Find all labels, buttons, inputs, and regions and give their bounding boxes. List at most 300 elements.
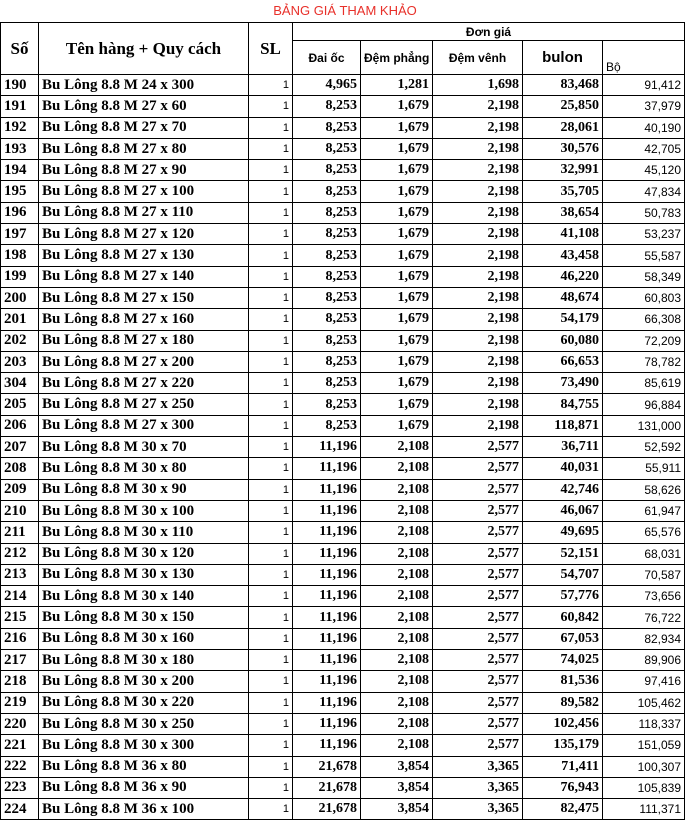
price-bulon: 57,776 (523, 586, 603, 607)
price-bulon: 82,475 (523, 799, 603, 820)
price-bulon: 48,674 (523, 287, 603, 308)
price-dai-oc: 11,196 (293, 713, 361, 734)
price-dai-oc: 8,253 (293, 224, 361, 245)
price-dem-venh: 2,577 (433, 458, 523, 479)
table-row (1, 117, 685, 138)
price-bulon: 102,456 (523, 713, 603, 734)
quantity: 1 (249, 522, 293, 543)
row-number: 224 (1, 799, 39, 820)
price-bulon: 38,654 (523, 202, 603, 223)
price-dem-venh: 2,198 (433, 330, 523, 351)
product-name: Bu Lông 8.8 M 27 x 140 (39, 266, 249, 287)
table-row (1, 777, 685, 798)
table-row (1, 650, 685, 671)
header-row-top (1, 23, 685, 41)
product-name: Bu Lông 8.8 M 27 x 80 (39, 138, 249, 159)
price-bo: 58,626 (603, 479, 685, 500)
table-row (1, 522, 685, 543)
price-dai-oc: 11,196 (293, 458, 361, 479)
table-row (1, 479, 685, 500)
table-row (1, 500, 685, 521)
price-dai-oc: 8,253 (293, 373, 361, 394)
table-row (1, 628, 685, 649)
price-dem-venh: 2,198 (433, 309, 523, 330)
price-bo: 105,839 (603, 777, 685, 798)
quantity: 1 (249, 224, 293, 245)
price-bo: 73,656 (603, 586, 685, 607)
price-dem-phang: 1,679 (361, 330, 433, 351)
price-bulon: 40,031 (523, 458, 603, 479)
price-bulon: 54,707 (523, 564, 603, 585)
price-bo: 55,911 (603, 458, 685, 479)
price-bulon: 135,179 (523, 735, 603, 756)
price-bulon: 36,711 (523, 437, 603, 458)
price-bo: 58,349 (603, 266, 685, 287)
price-bulon: 84,755 (523, 394, 603, 415)
price-dai-oc: 8,253 (293, 415, 361, 436)
price-bulon: 43,458 (523, 245, 603, 266)
price-dem-venh: 2,577 (433, 543, 523, 564)
quantity: 1 (249, 437, 293, 458)
quantity: 1 (249, 330, 293, 351)
table-row (1, 437, 685, 458)
quantity: 1 (249, 415, 293, 436)
row-number: 201 (1, 309, 39, 330)
col-header-bo: Bộ (603, 41, 685, 75)
price-bo: 70,587 (603, 564, 685, 585)
quantity: 1 (249, 607, 293, 628)
price-dem-venh: 2,577 (433, 713, 523, 734)
row-number: 215 (1, 607, 39, 628)
price-dem-phang: 1,679 (361, 266, 433, 287)
price-bulon: 28,061 (523, 117, 603, 138)
product-name: Bu Lông 8.8 M 27 x 150 (39, 287, 249, 308)
price-bulon: 73,490 (523, 373, 603, 394)
row-number: 200 (1, 287, 39, 308)
price-bulon: 71,411 (523, 756, 603, 777)
product-name: Bu Lông 8.8 M 30 x 150 (39, 607, 249, 628)
row-number: 199 (1, 266, 39, 287)
table-row (1, 160, 685, 181)
price-dem-phang: 1,679 (361, 160, 433, 181)
price-dem-phang: 1,679 (361, 309, 433, 330)
price-bulon: 76,943 (523, 777, 603, 798)
price-dem-venh: 2,198 (433, 245, 523, 266)
price-dai-oc: 21,678 (293, 756, 361, 777)
price-table (0, 22, 685, 820)
price-dem-phang: 1,679 (361, 373, 433, 394)
price-dai-oc: 11,196 (293, 437, 361, 458)
table-row (1, 586, 685, 607)
price-dai-oc: 8,253 (293, 266, 361, 287)
price-dem-venh: 2,198 (433, 351, 523, 372)
price-dem-phang: 2,108 (361, 522, 433, 543)
price-bo: 37,979 (603, 96, 685, 117)
price-dem-venh: 2,198 (433, 202, 523, 223)
price-dem-venh: 2,577 (433, 692, 523, 713)
table-row (1, 735, 685, 756)
price-dem-phang: 1,679 (361, 117, 433, 138)
price-bo: 97,416 (603, 671, 685, 692)
price-dem-venh: 2,198 (433, 181, 523, 202)
table-row (1, 564, 685, 585)
price-dem-venh: 2,198 (433, 160, 523, 181)
price-bo: 60,803 (603, 287, 685, 308)
price-dem-phang: 2,108 (361, 650, 433, 671)
table-row (1, 96, 685, 117)
row-number: 220 (1, 713, 39, 734)
col-header-don-gia: Đơn giá (293, 23, 685, 41)
row-number: 206 (1, 415, 39, 436)
table-body (1, 75, 685, 820)
quantity: 1 (249, 650, 293, 671)
quantity: 1 (249, 586, 293, 607)
quantity: 1 (249, 138, 293, 159)
row-number: 197 (1, 224, 39, 245)
price-bulon: 66,653 (523, 351, 603, 372)
price-dem-phang: 2,108 (361, 500, 433, 521)
table-row (1, 415, 685, 436)
price-dem-venh: 2,198 (433, 394, 523, 415)
price-dem-phang: 2,108 (361, 564, 433, 585)
row-number: 304 (1, 373, 39, 394)
price-dai-oc: 4,965 (293, 75, 361, 96)
table-row (1, 373, 685, 394)
row-number: 193 (1, 138, 39, 159)
price-dai-oc: 8,253 (293, 394, 361, 415)
price-bulon: 74,025 (523, 650, 603, 671)
price-bo: 118,337 (603, 713, 685, 734)
price-dem-phang: 2,108 (361, 713, 433, 734)
row-number: 207 (1, 437, 39, 458)
product-name: Bu Lông 8.8 M 36 x 90 (39, 777, 249, 798)
row-number: 209 (1, 479, 39, 500)
quantity: 1 (249, 756, 293, 777)
price-dai-oc: 8,253 (293, 96, 361, 117)
quantity: 1 (249, 96, 293, 117)
price-dem-phang: 2,108 (361, 586, 433, 607)
table-row (1, 224, 685, 245)
price-dem-phang: 2,108 (361, 628, 433, 649)
product-name: Bu Lông 8.8 M 27 x 90 (39, 160, 249, 181)
price-dem-phang: 1,679 (361, 224, 433, 245)
price-bo: 53,237 (603, 224, 685, 245)
quantity: 1 (249, 543, 293, 564)
quantity: 1 (249, 117, 293, 138)
price-bo: 65,576 (603, 522, 685, 543)
price-dem-venh: 2,577 (433, 564, 523, 585)
price-dem-phang: 3,854 (361, 799, 433, 820)
row-number: 194 (1, 160, 39, 181)
price-dem-venh: 2,198 (433, 117, 523, 138)
product-name: Bu Lông 8.8 M 27 x 180 (39, 330, 249, 351)
price-dem-phang: 1,679 (361, 96, 433, 117)
price-dai-oc: 11,196 (293, 564, 361, 585)
quantity: 1 (249, 287, 293, 308)
product-name: Bu Lông 8.8 M 27 x 130 (39, 245, 249, 266)
price-dai-oc: 8,253 (293, 351, 361, 372)
row-number: 221 (1, 735, 39, 756)
col-header-so: Số (1, 23, 39, 75)
price-dem-phang: 2,108 (361, 735, 433, 756)
col-header-ten-hang: Tên hàng + Quy cách (39, 23, 249, 75)
price-dem-phang: 1,679 (361, 138, 433, 159)
price-dai-oc: 11,196 (293, 586, 361, 607)
row-number: 203 (1, 351, 39, 372)
price-bulon: 89,582 (523, 692, 603, 713)
price-dem-phang: 2,108 (361, 458, 433, 479)
col-header-bulon: bulon (523, 41, 603, 75)
price-dem-venh: 3,365 (433, 799, 523, 820)
price-bo: 89,906 (603, 650, 685, 671)
quantity: 1 (249, 564, 293, 585)
price-dai-oc: 11,196 (293, 543, 361, 564)
price-bo: 61,947 (603, 500, 685, 521)
price-bo: 42,705 (603, 138, 685, 159)
row-number: 213 (1, 564, 39, 585)
col-header-dem-venh: Đệm vênh (433, 41, 523, 75)
price-dai-oc: 21,678 (293, 799, 361, 820)
quantity: 1 (249, 458, 293, 479)
table-row (1, 543, 685, 564)
row-number: 223 (1, 777, 39, 798)
row-number: 192 (1, 117, 39, 138)
table-row (1, 245, 685, 266)
price-bulon: 30,576 (523, 138, 603, 159)
product-name: Bu Lông 8.8 M 30 x 300 (39, 735, 249, 756)
price-bo: 131,000 (603, 415, 685, 436)
price-dem-venh: 2,577 (433, 628, 523, 649)
quantity: 1 (249, 500, 293, 521)
price-bulon: 25,850 (523, 96, 603, 117)
price-dem-venh: 2,198 (433, 373, 523, 394)
price-dai-oc: 8,253 (293, 202, 361, 223)
quantity: 1 (249, 202, 293, 223)
price-bo: 55,587 (603, 245, 685, 266)
quantity: 1 (249, 692, 293, 713)
price-dai-oc: 11,196 (293, 607, 361, 628)
product-name: Bu Lông 8.8 M 36 x 100 (39, 799, 249, 820)
price-dai-oc: 11,196 (293, 479, 361, 500)
quantity: 1 (249, 75, 293, 96)
row-number: 208 (1, 458, 39, 479)
row-number: 210 (1, 500, 39, 521)
price-dem-venh: 3,365 (433, 756, 523, 777)
page-title: BẢNG GIÁ THAM KHẢO (273, 3, 417, 18)
table-row (1, 287, 685, 308)
quantity: 1 (249, 160, 293, 181)
quantity: 1 (249, 799, 293, 820)
product-name: Bu Lông 8.8 M 30 x 220 (39, 692, 249, 713)
price-bo: 45,120 (603, 160, 685, 181)
table-row (1, 692, 685, 713)
table-row (1, 458, 685, 479)
price-bulon: 49,695 (523, 522, 603, 543)
price-bo: 105,462 (603, 692, 685, 713)
product-name: Bu Lông 8.8 M 27 x 220 (39, 373, 249, 394)
table-row (1, 756, 685, 777)
price-dem-venh: 2,198 (433, 138, 523, 159)
price-dai-oc: 11,196 (293, 500, 361, 521)
product-name: Bu Lông 8.8 M 27 x 60 (39, 96, 249, 117)
price-dem-venh: 2,577 (433, 522, 523, 543)
price-dem-phang: 1,281 (361, 75, 433, 96)
price-dai-oc: 11,196 (293, 735, 361, 756)
quantity: 1 (249, 181, 293, 202)
product-name: Bu Lông 8.8 M 27 x 70 (39, 117, 249, 138)
price-dem-phang: 1,679 (361, 415, 433, 436)
row-number: 190 (1, 75, 39, 96)
price-bo: 82,934 (603, 628, 685, 649)
price-bulon: 42,746 (523, 479, 603, 500)
price-bulon: 35,705 (523, 181, 603, 202)
price-dai-oc: 11,196 (293, 692, 361, 713)
price-dem-venh: 2,577 (433, 671, 523, 692)
table-row (1, 713, 685, 734)
price-dem-phang: 1,679 (361, 394, 433, 415)
row-number: 198 (1, 245, 39, 266)
price-dem-venh: 2,577 (433, 586, 523, 607)
col-header-dem-phang: Đệm phẳng (361, 41, 433, 75)
price-bulon: 60,842 (523, 607, 603, 628)
quantity: 1 (249, 628, 293, 649)
price-bulon: 41,108 (523, 224, 603, 245)
price-bo: 96,884 (603, 394, 685, 415)
price-bulon: 67,053 (523, 628, 603, 649)
row-number: 202 (1, 330, 39, 351)
product-name: Bu Lông 8.8 M 30 x 200 (39, 671, 249, 692)
price-dai-oc: 8,253 (293, 138, 361, 159)
price-bo: 78,782 (603, 351, 685, 372)
price-dem-phang: 1,679 (361, 351, 433, 372)
product-name: Bu Lông 8.8 M 27 x 110 (39, 202, 249, 223)
table-row (1, 799, 685, 820)
price-dai-oc: 8,253 (293, 330, 361, 351)
price-dem-phang: 3,854 (361, 777, 433, 798)
table-row (1, 138, 685, 159)
col-header-dai-oc: Đai ốc (293, 41, 361, 75)
product-name: Bu Lông 8.8 M 30 x 90 (39, 479, 249, 500)
row-number: 222 (1, 756, 39, 777)
price-bulon: 83,468 (523, 75, 603, 96)
row-number: 196 (1, 202, 39, 223)
table-row (1, 330, 685, 351)
price-dai-oc: 21,678 (293, 777, 361, 798)
price-dem-venh: 2,198 (433, 96, 523, 117)
price-dai-oc: 11,196 (293, 628, 361, 649)
price-bo: 91,412 (603, 75, 685, 96)
price-dem-phang: 2,108 (361, 671, 433, 692)
product-name: Bu Lông 8.8 M 30 x 250 (39, 713, 249, 734)
product-name: Bu Lông 8.8 M 24 x 300 (39, 75, 249, 96)
row-number: 211 (1, 522, 39, 543)
price-dem-venh: 2,198 (433, 415, 523, 436)
row-number: 216 (1, 628, 39, 649)
quantity: 1 (249, 713, 293, 734)
price-bulon: 54,179 (523, 309, 603, 330)
quantity: 1 (249, 373, 293, 394)
table-row (1, 75, 685, 96)
price-dem-phang: 1,679 (361, 287, 433, 308)
price-bo: 40,190 (603, 117, 685, 138)
price-dem-venh: 2,577 (433, 607, 523, 628)
price-bulon: 46,067 (523, 500, 603, 521)
col-header-sl: SL (249, 23, 293, 75)
price-bo: 85,619 (603, 373, 685, 394)
table-row (1, 394, 685, 415)
price-bo: 100,307 (603, 756, 685, 777)
price-dem-phang: 2,108 (361, 692, 433, 713)
table-row (1, 671, 685, 692)
table-row (1, 309, 685, 330)
price-bo: 68,031 (603, 543, 685, 564)
table-row (1, 266, 685, 287)
price-dem-phang: 2,108 (361, 437, 433, 458)
quantity: 1 (249, 351, 293, 372)
quantity: 1 (249, 671, 293, 692)
price-dem-venh: 2,577 (433, 479, 523, 500)
price-dem-phang: 2,108 (361, 543, 433, 564)
price-bo: 111,371 (603, 799, 685, 820)
table-row (1, 351, 685, 372)
price-dai-oc: 11,196 (293, 650, 361, 671)
price-dai-oc: 8,253 (293, 160, 361, 181)
quantity: 1 (249, 479, 293, 500)
table-row (1, 181, 685, 202)
price-bulon: 46,220 (523, 266, 603, 287)
price-bulon: 32,991 (523, 160, 603, 181)
product-name: Bu Lông 8.8 M 27 x 250 (39, 394, 249, 415)
price-dem-venh: 2,577 (433, 650, 523, 671)
price-bo: 47,834 (603, 181, 685, 202)
quantity: 1 (249, 245, 293, 266)
row-number: 219 (1, 692, 39, 713)
quantity: 1 (249, 735, 293, 756)
price-dai-oc: 8,253 (293, 181, 361, 202)
row-number: 191 (1, 96, 39, 117)
price-dem-venh: 2,198 (433, 224, 523, 245)
price-dai-oc: 8,253 (293, 287, 361, 308)
product-name: Bu Lông 8.8 M 30 x 130 (39, 564, 249, 585)
price-dem-venh: 2,198 (433, 287, 523, 308)
price-bo: 50,783 (603, 202, 685, 223)
price-dai-oc: 8,253 (293, 309, 361, 330)
product-name: Bu Lông 8.8 M 27 x 200 (39, 351, 249, 372)
price-dai-oc: 11,196 (293, 522, 361, 543)
price-bo: 76,722 (603, 607, 685, 628)
price-dai-oc: 11,196 (293, 671, 361, 692)
price-dai-oc: 8,253 (293, 117, 361, 138)
price-bo: 151,059 (603, 735, 685, 756)
product-name: Bu Lông 8.8 M 30 x 160 (39, 628, 249, 649)
product-name: Bu Lông 8.8 M 30 x 70 (39, 437, 249, 458)
price-dem-phang: 2,108 (361, 607, 433, 628)
price-dem-phang: 2,108 (361, 479, 433, 500)
price-bulon: 118,871 (523, 415, 603, 436)
price-dem-venh: 2,577 (433, 735, 523, 756)
quantity: 1 (249, 394, 293, 415)
price-dem-venh: 3,365 (433, 777, 523, 798)
row-number: 212 (1, 543, 39, 564)
price-dem-venh: 2,577 (433, 500, 523, 521)
product-name: Bu Lông 8.8 M 27 x 300 (39, 415, 249, 436)
price-dem-venh: 2,577 (433, 437, 523, 458)
row-number: 214 (1, 586, 39, 607)
quantity: 1 (249, 777, 293, 798)
product-name: Bu Lông 8.8 M 27 x 100 (39, 181, 249, 202)
product-name: Bu Lông 8.8 M 30 x 100 (39, 500, 249, 521)
row-number: 217 (1, 650, 39, 671)
